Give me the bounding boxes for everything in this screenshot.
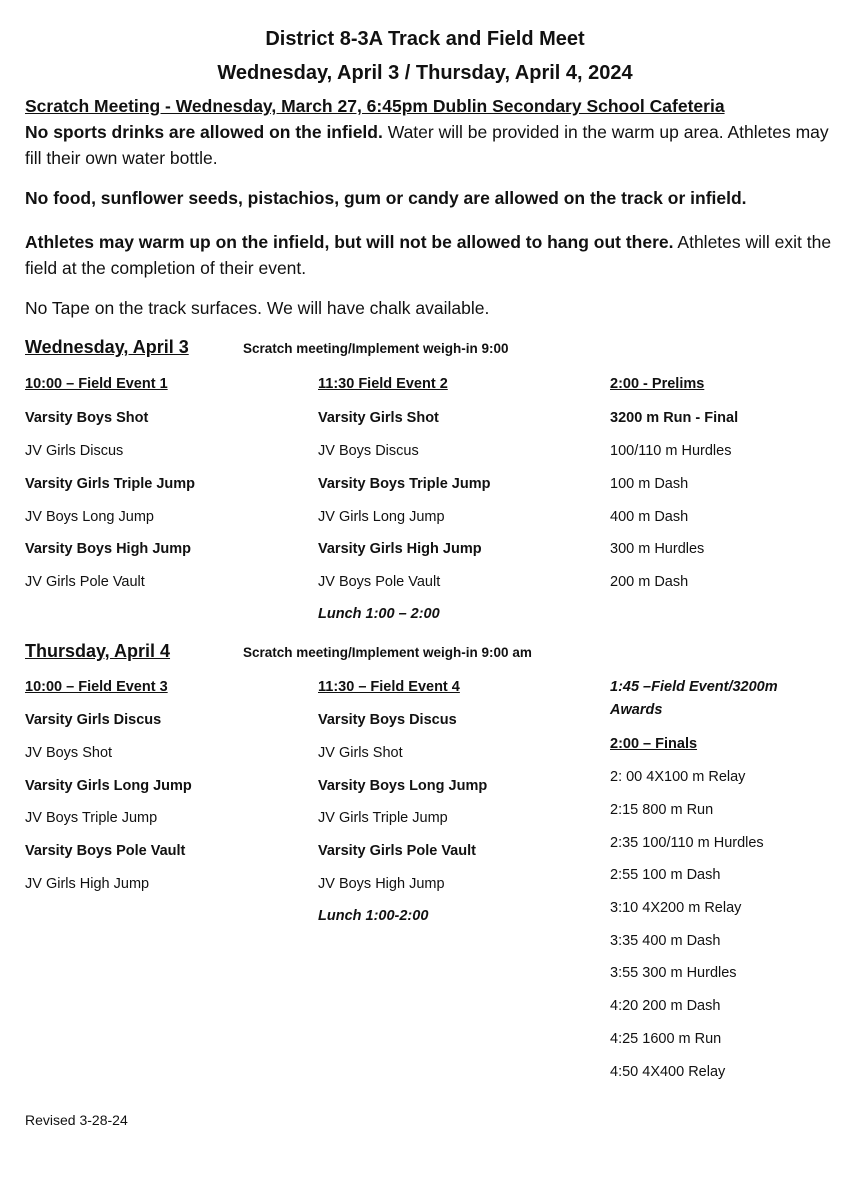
thu-col1-item: JV Girls High Jump — [25, 876, 150, 892]
thu-finals-item: 4:50 4X400 Relay — [610, 1064, 726, 1080]
title-line-1: District 8-3A Track and Field Meet — [265, 28, 585, 50]
rule-drinks-rest: Water will be provided in the warm up area. Athletes may fill their own water bottle. — [25, 122, 829, 168]
wed-col2-item: Varsity Girls Shot — [318, 410, 439, 426]
thu-col1-heading: 10:00 – Field Event 3 — [25, 679, 168, 695]
thu-col1-item: Varsity Boys Pole Vault — [25, 843, 186, 859]
wed-col3-item: 100 m Dash — [610, 476, 689, 492]
thu-col1-item: Varsity Girls Long Jump — [25, 778, 192, 794]
thu-finals-item: 2:35 100/110 m Hurdles — [610, 835, 764, 851]
thursday-note: Scratch meeting/Implement weigh-in 9:00 am — [243, 645, 532, 660]
wed-col3-item: 3200 m Run - Final — [610, 410, 739, 426]
rule-warmup-bold: Athletes may warm up on the infield, but will not be allowed to hang out there. — [25, 232, 674, 252]
wed-col3-item: 100/110 m Hurdles — [610, 443, 732, 459]
wednesday-heading: Wednesday, April 3 — [25, 337, 189, 357]
thu-col1-item: Varsity Girls Discus — [25, 712, 162, 728]
thu-finals-item: 3:10 4X200 m Relay — [610, 900, 742, 916]
rule-tape: No Tape on the track surfaces. We will have chalk available. — [25, 298, 490, 318]
rule-warmup-rest: Athletes will exit the field at the completion of their event. — [25, 232, 832, 278]
thu-finals-item: 4:25 1600 m Run — [610, 1031, 722, 1047]
rule-warmup — [25, 229, 845, 281]
thu-lunch: Lunch 1:00-2:00 — [318, 908, 429, 924]
rule-drinks-bold: No sports drinks are allowed on the infield. — [25, 122, 383, 142]
title-line-2: Wednesday, April 3 / Thursday, April 4, 2024 — [217, 62, 633, 84]
wed-col1-item: Varsity Boys Shot — [25, 410, 149, 426]
thu-finals-heading: 2:00 – Finals — [610, 736, 698, 752]
wed-col1-item: JV Boys Long Jump — [25, 509, 154, 525]
rule-drinks — [25, 119, 845, 171]
wed-col1-item: Varsity Boys High Jump — [25, 541, 191, 557]
thu-awards-line-1: 1:45 –Field Event/3200m — [610, 679, 778, 695]
wed-col3-item: 300 m Hurdles — [610, 541, 705, 557]
wed-col2-item: JV Boys Pole Vault — [318, 574, 441, 590]
wednesday-note: Scratch meeting/Implement weigh-in 9:00 — [243, 341, 509, 356]
thu-col2-item: Varsity Girls Pole Vault — [318, 843, 476, 859]
thu-col2-item: Varsity Boys Long Jump — [318, 778, 488, 794]
thu-finals-item: 4:20 200 m Dash — [610, 998, 721, 1014]
wed-col2-item: JV Boys Discus — [318, 443, 419, 459]
thu-finals-item: 2: 00 4X100 m Relay — [610, 769, 746, 785]
thu-col1-item: JV Boys Triple Jump — [25, 810, 158, 826]
scratch-meeting-line: Scratch Meeting - Wednesday, March 27, 6:45pm Dublin Secondary School Cafeteria — [25, 96, 725, 116]
wed-col1-item: JV Girls Discus — [25, 443, 124, 459]
thu-finals-item: 3:35 400 m Dash — [610, 933, 721, 949]
revised-date: Revised 3-28-24 — [25, 1112, 128, 1128]
thu-finals-item: 2:55 100 m Dash — [610, 867, 721, 883]
wed-col2-item: Varsity Boys Triple Jump — [318, 476, 491, 492]
thu-finals-item: 3:55 300 m Hurdles — [610, 965, 737, 981]
wed-col2-heading: 11:30 Field Event 2 — [318, 376, 448, 392]
thu-finals-item: 2:15 800 m Run — [610, 802, 714, 818]
thu-col2-item: JV Boys High Jump — [318, 876, 445, 892]
thu-col2-heading: 11:30 – Field Event 4 — [318, 679, 460, 695]
thu-col2-item: JV Girls Shot — [318, 745, 403, 761]
wed-col1-heading: 10:00 – Field Event 1 — [25, 376, 168, 392]
thu-col1-item: JV Boys Shot — [25, 745, 113, 761]
wed-lunch: Lunch 1:00 – 2:00 — [318, 606, 440, 622]
wed-col1-item: JV Girls Pole Vault — [25, 574, 145, 590]
wed-col3-item: 400 m Dash — [610, 509, 689, 525]
thu-awards-line-2: Awards — [610, 702, 663, 718]
wed-col2-item: Varsity Girls High Jump — [318, 541, 482, 557]
thursday-heading: Thursday, April 4 — [25, 641, 171, 661]
wed-col1-item: Varsity Girls Triple Jump — [25, 476, 196, 492]
rule-food: No food, sunflower seeds, pistachios, gum or candy are allowed on the track or infield. — [25, 188, 747, 208]
wed-col3-heading: 2:00 - Prelims — [610, 376, 705, 392]
wed-col3-item: 200 m Dash — [610, 574, 689, 590]
thu-col2-item: JV Girls Triple Jump — [318, 810, 448, 826]
wed-col2-item: JV Girls Long Jump — [318, 509, 445, 525]
thu-col2-item: Varsity Boys Discus — [318, 712, 457, 728]
